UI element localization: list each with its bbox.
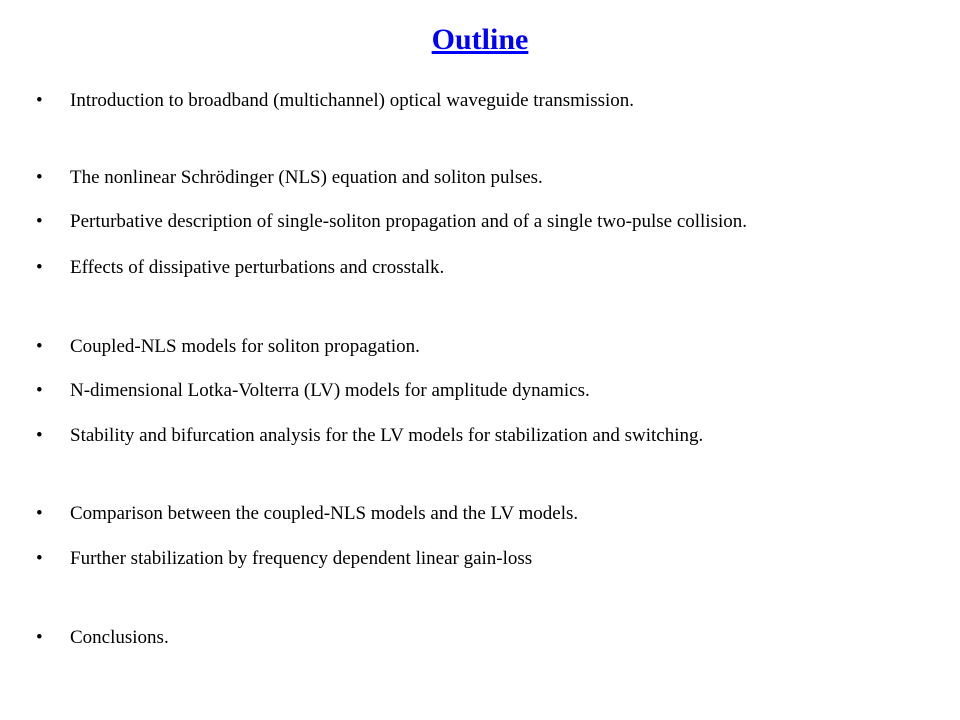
bullet-dot-icon: • xyxy=(36,380,43,401)
list-item-text: The nonlinear Schrödinger (NLS) equation and soliton pulses. xyxy=(70,167,543,188)
list-item-text: Effects of dissipative perturbations and crosstalk. xyxy=(70,257,445,278)
list-item-text: Coupled-NLS models for soliton propagation. xyxy=(70,336,420,357)
list-item-text: Stability and bifurcation analysis for the LV models for stabilization and switching. xyxy=(70,425,704,446)
list-item-text: Conclusions. xyxy=(70,627,169,648)
list-item-text: Comparison between the coupled-NLS models and the LV models. xyxy=(70,503,579,524)
bullet-dot-icon: • xyxy=(36,90,43,111)
bullet-dot-icon: • xyxy=(36,336,43,357)
list-item-text: Perturbative description of single-soliton propagation and of a single two-pulse collision. xyxy=(70,211,748,232)
bullet-dot-icon: • xyxy=(36,167,43,188)
list-item-text: N-dimensional Lotka-Volterra (LV) models for amplitude dynamics. xyxy=(70,380,590,401)
bullet-dot-icon: • xyxy=(36,627,43,648)
slide-title: Outline xyxy=(431,23,529,56)
bullet-dot-icon: • xyxy=(36,503,43,524)
list-item-text: Introduction to broadband (multichannel) optical waveguide transmission. xyxy=(70,90,635,111)
bullet-dot-icon: • xyxy=(36,548,43,569)
bullet-dot-icon: • xyxy=(36,211,43,232)
list-item-text: Further stabilization by frequency dependent linear gain-loss xyxy=(70,548,533,569)
bullet-dot-icon: • xyxy=(36,257,43,278)
bullet-dot-icon: • xyxy=(36,425,43,446)
